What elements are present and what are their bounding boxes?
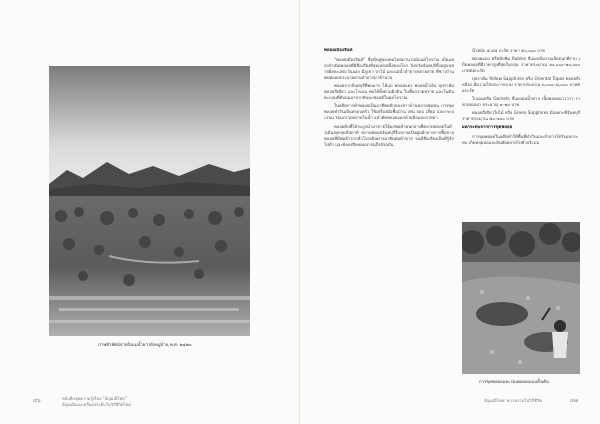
footer-line-1: หนังสือชุดความรู้เรื่อง “อัญมณีไทย” bbox=[62, 396, 127, 401]
paragraph: การขุดพลอยในอดีตทำให้พื้นที่ทำกินและลำธารได้รับผลกระทบ เกิดหลุมบ่อและดินพังทลายไปทั่วบริเวณ bbox=[462, 133, 579, 145]
right-page bbox=[300, 0, 600, 424]
digging-caption: การขุดพลอยและร่อนพลอยแบบดั้งเดิม bbox=[479, 380, 549, 385]
page-number-right: ๔๗ bbox=[570, 398, 579, 404]
paragraph: พลอยสีเขียวใบไม้ หรือ Green Sapphires มีเฉพาะที่จันทบุรี ราคาประมาณ ๕๐–๑๐๐ บาท bbox=[462, 110, 580, 122]
section-heading: พลอยเมืองจันท์ bbox=[324, 48, 353, 53]
digging-photo bbox=[462, 222, 580, 374]
page-number-left: ๔๖ bbox=[33, 398, 41, 404]
landscape-photo bbox=[49, 66, 250, 336]
footer-line-2: อัญมณีและเครื่องประดับในวิถีชีวิตไทย bbox=[62, 402, 131, 407]
subsection-heading: ผลกระทบจากการขุดพลอย bbox=[462, 124, 513, 130]
paragraph: พลอยแดง หรือทับทิม Rubies สีแดงเข้มงามเลือดนกพิราบ เป็นพลอยที่มีราคาสูงที่สุดในกลุ่ม ราคาประมาณ ๑๐,๐๐๐–๒๐,๐๐๐ บาทต่อกะรัต bbox=[462, 56, 580, 74]
paragraph: ในอดีตการทำพลอยเป็นอาชีพหลักของชาวบ้านหลายชุมชน การขุดพลอยทำกันเป็นครอบครัว ใช้เครื่องมือพื้นบ้าน เช่น จอบ เสียม และกระบะร่อน ร่อนกรวดทรายในน้ำ แล้วคัดพลอยออกด้วยมือและสายตา bbox=[324, 103, 454, 121]
text-column-1 bbox=[324, 48, 454, 390]
paragraph: พลอยจากจันทบุรีที่พบมาก ได้แก่ พลอยแดง พลอยน้ำเงิน บุษราคัม พลอยสีเขียว และโกเมน พบได้ทั้งตามผิวดิน ในชั้นกรวดทราย และในดินตะกอนที่ทับถมมาจากหินบะซอลต์ในยุคโบราณ bbox=[324, 83, 454, 101]
paragraph: บุษราคัม Yellow Sapphires หรือ Oriental Topaz พลอยสีเหลือง มีความใสประกายงาม ราคาประมาณ ๓,๐๐๐–๘,๐๐๐ บาทต่อกะรัต bbox=[462, 76, 580, 94]
text-column-2 bbox=[462, 48, 580, 218]
paragraph: น้ำหนัก ๕.๔๕ กะรัต ราคา ๕๐,๐๐๐ บาท bbox=[472, 48, 545, 53]
paragraph: “พลอยเมืองจันท์” ชื่อคุ้นหูของคนไทยมานานนับแต่โบราณ เป็นแหล่งกำเนิดพลอยที่มีชื่อเสียงที่สุดแห่งหนึ่งของโลก จังหวัดจันทบุรีตั้งอยู่บนชายฝั่งทะเลตะวันออก มีภูเขา ป่าไม้ และแม่น้ำลำธารหลายสาย ที่ชาวบ้านพบพลอยกระจายตามลำธารมาช้านาน bbox=[324, 57, 454, 81]
paragraph: โกเมนหรือ Garnets สีแดงอมน้ำตาล เนื้อพลอยแวววาว ราคาย่อมเยา ประมาณ ๑–๒๐ บาท bbox=[462, 96, 580, 108]
footer-right: อัญมณีไทย: ความงามในวิถีชีวิต bbox=[484, 398, 542, 403]
paragraph: พลอยดิบที่ได้จะถูกนำมาขายให้แก่พ่อค้าคนกลางที่ตลาดพลอยในตัวเมืองทุกสุดสัปดาห์ ตลาดพลอยจันทบุรีจึงกลายเป็นศูนย์กลางการซื้อขายพลอยที่มีพ่อค้าจากทั่วโลกเดินทางมาติดต่อค้าขาย จนมีชื่อเสียงเป็นที่รู้จักไปทั่ว และยังคงสืบทอดมาจนถึงปัจจุบัน bbox=[324, 123, 454, 147]
landscape-caption: ภาพทิวทัศน์จากฝั่งแม่น้ำยาวยังหมู่บ้าน พ.ศ. ๒๔๗๐ bbox=[98, 343, 192, 348]
